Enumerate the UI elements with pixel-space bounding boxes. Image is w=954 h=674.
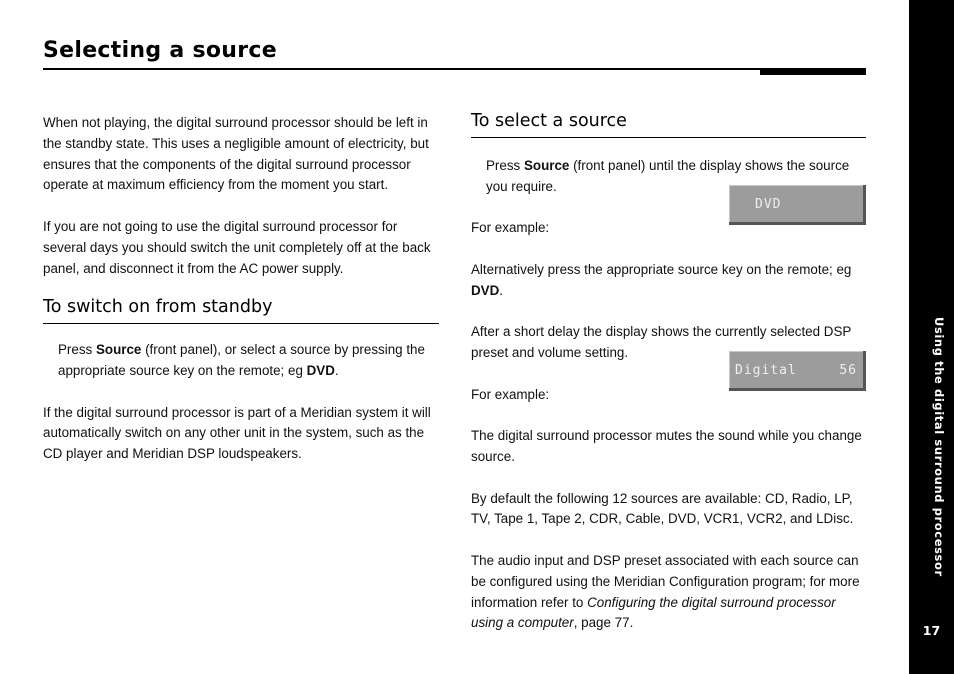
source-key-label: Source — [95, 342, 142, 358]
page-title: Selecting a source — [43, 38, 277, 63]
side-tab-label: Using the digital surround processor — [932, 317, 946, 577]
source-key-label: Source — [523, 157, 570, 173]
right-column — [471, 111, 866, 634]
select-source-heading: To select a source — [471, 111, 866, 138]
lcd-text: DVD — [755, 197, 782, 213]
dvd-key-label: DVD — [306, 362, 335, 378]
example-label-1: For example: — [471, 220, 550, 236]
lcd-display-digital — [729, 351, 866, 391]
delay-note: After a short delay the display shows the currently selected DSP preset and volume setting. — [471, 324, 852, 360]
example-label-2: For example: — [471, 386, 550, 402]
standby-step: Press Source (front panel), or select a source by pressing the appropriate source key on the remote; eg DVD. — [58, 342, 425, 378]
lcd-text-right: 56 — [839, 362, 857, 378]
mute-note: The digital surround processor mutes the sound while you change source. — [471, 428, 862, 464]
configuration-note: The audio input and DSP preset associated with each source can be configured using the Meridian Configuration program; for more information refer to Configuring the digital surround processor using a computer, page 77. — [471, 552, 860, 631]
cross-reference: Configuring the digital surround processor using a computer — [471, 594, 836, 631]
page-number: 17 — [922, 623, 941, 638]
title-rule — [43, 68, 866, 70]
example-2 — [471, 362, 866, 406]
system-note: If the digital surround processor is part of a Meridian system it will automatically switch on any other unit in the system, such as the CD player and Meridian DSP loudspeakers. — [43, 404, 431, 462]
lcd-display-dvd — [729, 185, 866, 225]
example-1 — [471, 197, 866, 239]
standby-heading: To switch on from standby — [43, 297, 439, 324]
dvd-key-label: DVD — [471, 282, 500, 298]
alternative-note: Alternatively press the appropriate source key on the remote; eg DVD. — [471, 261, 852, 298]
default-sources-note: By default the following 12 sources are available: CD, Radio, LP, TV, Tape 1, Tape 2, CDR, Cable, DVD, VCR1, VCR2, and LDisc. — [471, 490, 854, 527]
lcd-text-left: Digital — [735, 362, 797, 378]
intro-paragraph-2: If you are not going to use the digital surround processor for several days you should switch the unit completely off at the back panel, and disconnect it from the AC power supply. — [43, 218, 431, 276]
intro-paragraph-1: When not playing, the digital surround processor should be left in the standby state. This uses a negligible amount of electricity, but ensures that the components of the digital surround processor operate at maximum efficiency from the moment you start. — [43, 115, 429, 193]
left-column — [43, 113, 439, 465]
title-accent-bar — [760, 68, 866, 75]
select-step: Press Source (front panel) until the display shows the source you require. — [486, 157, 850, 194]
